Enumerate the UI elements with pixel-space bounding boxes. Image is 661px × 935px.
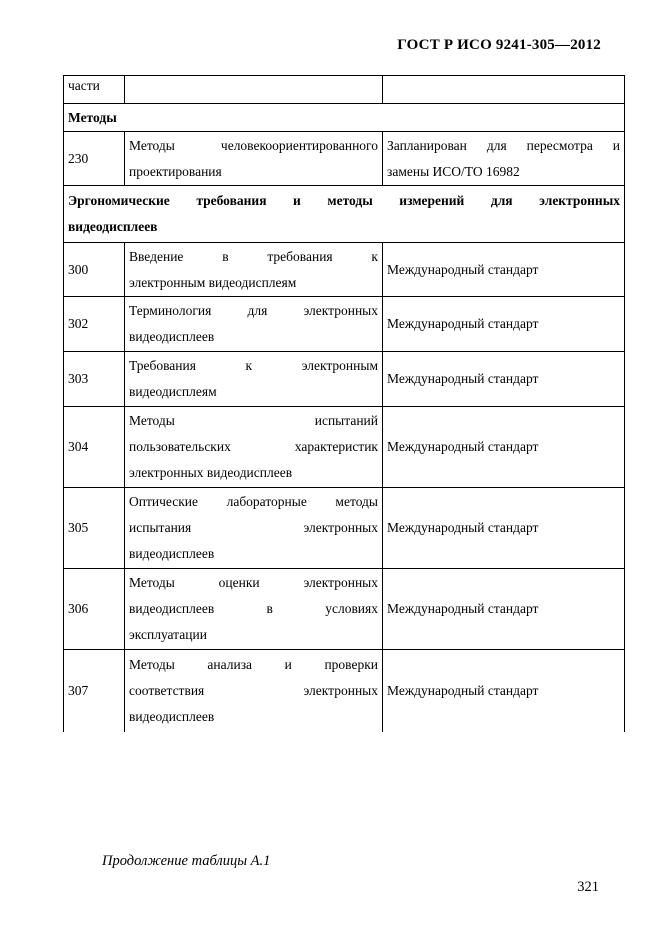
title-line: Требования к электронным	[129, 358, 378, 373]
title-line: Методы испытаний	[129, 413, 378, 428]
title-line: видеодисплеев в условиях	[129, 601, 378, 616]
status-cell: Международный стандарт	[383, 297, 625, 352]
title-line: видеодисплеев	[129, 546, 215, 561]
status-line: Запланирован для пересмотра и	[387, 137, 620, 153]
status-cell: Международный стандарт	[383, 243, 625, 297]
table-row	[64, 488, 625, 569]
status-cell: Международный стандарт	[383, 650, 625, 732]
title-line: эксплуатации	[129, 627, 207, 642]
title-cell	[125, 297, 383, 352]
part-number-cell: части	[64, 76, 125, 104]
title-line: проектирования	[129, 163, 222, 179]
section-row	[64, 104, 625, 132]
title-cell	[125, 243, 383, 297]
table-continuation-caption: Продолжение таблицы А.1	[102, 853, 271, 869]
table-row	[64, 407, 625, 488]
status-line: замены ИСО/ТО 16982	[387, 163, 520, 179]
title-line: Методы человекоориентированного	[129, 137, 378, 153]
part-number-cell: 302	[64, 297, 125, 352]
title-line: соответствия электронных	[129, 682, 378, 698]
table-row	[64, 132, 625, 186]
title-line: Методы оценки электронных	[129, 575, 378, 590]
title-cell	[125, 569, 383, 650]
title-line: Терминология для электронных	[129, 303, 378, 318]
title-line: электронным видеодисплеям	[129, 274, 297, 290]
section-row	[64, 186, 625, 243]
table-row	[64, 243, 625, 297]
title-line: видеодисплеев	[129, 329, 215, 344]
status-cell: Международный стандарт	[383, 488, 625, 569]
title-line: пользовательских характеристик	[129, 439, 378, 454]
section-line: Эргономические требования и методы измерений для электронных	[68, 193, 620, 208]
status-cell	[383, 132, 625, 186]
section-title-ergonomics	[64, 186, 625, 243]
part-number-cell: 307	[64, 650, 125, 732]
part-number-cell: 300	[64, 243, 125, 297]
title-cell	[125, 488, 383, 569]
part-number-cell: 305	[64, 488, 125, 569]
title-line: Введение в требования к	[129, 248, 378, 264]
title-line: Методы анализа и проверки	[129, 656, 378, 672]
title-line: испытания электронных	[129, 520, 378, 535]
table-row	[64, 650, 625, 732]
title-line: видеодисплеев	[129, 708, 215, 724]
part-number-cell: 304	[64, 407, 125, 488]
title-cell	[125, 650, 383, 732]
status-cell: Международный стандарт	[383, 569, 625, 650]
title-line: Оптические лабораторные методы	[129, 494, 378, 509]
standards-table	[63, 75, 625, 732]
table-row	[64, 76, 625, 104]
page-number: 321	[577, 879, 599, 895]
status-cell: Международный стандарт	[383, 352, 625, 407]
document-header: ГОСТ Р ИСО 9241-305—2012	[397, 37, 601, 53]
title-cell	[125, 76, 383, 104]
status-cell: Международный стандарт	[383, 407, 625, 488]
table-row	[64, 352, 625, 407]
section-line: видеодисплеев	[68, 219, 158, 234]
title-cell	[125, 132, 383, 186]
title-line: видеодисплеям	[129, 384, 217, 399]
part-number-cell: 306	[64, 569, 125, 650]
title-line: электронных видеодисплеев	[129, 465, 293, 480]
title-cell	[125, 407, 383, 488]
table-row	[64, 297, 625, 352]
section-title-methods: Методы	[64, 104, 625, 132]
status-cell	[383, 76, 625, 104]
table-row	[64, 569, 625, 650]
part-number-cell: 303	[64, 352, 125, 407]
title-cell	[125, 352, 383, 407]
part-number-cell: 230	[64, 132, 125, 186]
